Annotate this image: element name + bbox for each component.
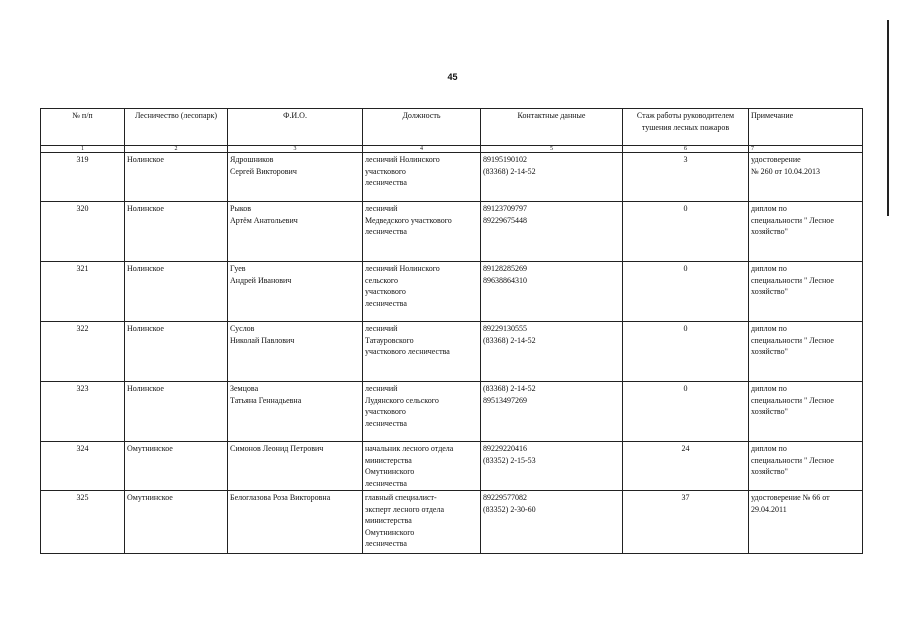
cell-note-line: хозяйство" (751, 407, 788, 416)
cell-name (228, 153, 363, 202)
header-experience: Стаж работы руководителем тушения лесных пожаров (623, 109, 749, 146)
cell-contacts-line: 89123709797 (483, 204, 527, 213)
cell-position-line: лесничества (365, 539, 407, 548)
cell-contacts-line: 89229220416 (483, 444, 527, 453)
cell-position-line: лесничий Нолинского (365, 155, 440, 164)
table-row (41, 442, 863, 491)
cell-note-line: специальности " Лесное (751, 335, 834, 345)
page-number: 45 (447, 72, 458, 82)
cell-position (363, 202, 481, 262)
cell-note-line: удостоверение (751, 155, 801, 164)
cell-name-line: Сергей Викторович (230, 166, 297, 176)
cell-name-line: Андрей Иванович (230, 275, 292, 285)
cell-name-line: Артём Анатольевич (230, 215, 298, 225)
cell-contacts (481, 202, 623, 262)
cell-name-line: Ядрошников (230, 155, 274, 164)
cell-contacts (481, 262, 623, 322)
header-forestry: Лесничество (лесопарк) (125, 109, 228, 146)
column-number: 5 (481, 146, 623, 153)
cell-position-line: министерства (365, 455, 412, 465)
cell-note (749, 322, 863, 382)
cell-note (749, 153, 863, 202)
cell-name (228, 491, 363, 554)
cell-position-line: лесничества (365, 418, 407, 428)
cell-position-line: главный специалист- (365, 493, 437, 502)
cell-name (228, 382, 363, 442)
cell-contacts-line: 89195190102 (483, 155, 527, 164)
cell-contacts-line: (83368) 2-14-52 (483, 335, 536, 345)
cell-note-line: диплом по (751, 264, 787, 273)
cell-position-line: лесничества (365, 227, 407, 236)
cell-position-line: Медведского участкового (365, 215, 452, 225)
cell-note (749, 202, 863, 262)
cell-position (363, 491, 481, 554)
cell-num: 322 (41, 322, 125, 382)
cell-contacts-line: (83368) 2-14-52 (483, 166, 536, 176)
cell-note (749, 491, 863, 554)
cell-forestry: Нолинское (125, 153, 228, 202)
cell-position (363, 153, 481, 202)
cell-note-line: № 260 от 10.04.2013 (751, 166, 821, 176)
cell-contacts (481, 491, 623, 554)
column-number: 4 (363, 146, 481, 153)
cell-contacts (481, 442, 623, 491)
cell-contacts (481, 153, 623, 202)
cell-position-line: Татауровского (365, 335, 414, 345)
cell-num: 324 (41, 442, 125, 491)
cell-note-line: специальности " Лесное (751, 275, 834, 285)
column-number-row (41, 146, 863, 153)
header-num: № п/п (41, 109, 125, 146)
cell-name (228, 202, 363, 262)
cell-num: 323 (41, 382, 125, 442)
cell-forestry: Омутнинское (125, 442, 228, 491)
cell-position (363, 322, 481, 382)
cell-note-line: диплом по (751, 324, 787, 333)
table-row (41, 202, 863, 262)
cell-position-line: лесничий (365, 204, 398, 213)
cell-position-line: министерства (365, 516, 412, 525)
cell-position-line: лесничества (365, 178, 407, 187)
cell-experience: 0 (623, 202, 749, 262)
cell-position-line: участкового лесничества (365, 347, 450, 356)
cell-note (749, 262, 863, 322)
cell-position-line: эксперт лесного отдела (365, 504, 444, 514)
cell-experience: 0 (623, 322, 749, 382)
cell-position-line: лесничий (365, 384, 398, 393)
cell-num: 319 (41, 153, 125, 202)
column-number: 6 (623, 146, 749, 153)
table-body (41, 153, 863, 554)
cell-name-line: Татьяна Геннадьевна (230, 395, 302, 405)
cell-position-line: лесничества (365, 298, 407, 308)
cell-position-line: участкового (365, 287, 406, 296)
cell-experience: 24 (623, 442, 749, 491)
cell-name-line: Рыков (230, 204, 252, 213)
cell-num: 325 (41, 491, 125, 554)
cell-position-line: лесничий (365, 324, 398, 333)
cell-note-line: хозяйство" (751, 347, 788, 356)
cell-note-line: диплом по (751, 204, 787, 213)
cell-note (749, 382, 863, 442)
cell-note-line: специальности " Лесное (751, 215, 834, 225)
cell-name-line: Симонов Леонид Петрович (230, 444, 324, 453)
cell-name (228, 322, 363, 382)
cell-position-line: участкового (365, 166, 406, 176)
header-contacts: Контактные данные (481, 109, 623, 146)
cell-note-line: специальности " Лесное (751, 395, 834, 405)
scan-edge-line (887, 20, 889, 216)
cell-position-line: Омутнинского (365, 527, 415, 537)
cell-contacts-line: 89128285269 (483, 264, 527, 273)
cell-position-line: сельского (365, 275, 398, 285)
column-number: 3 (228, 146, 363, 153)
cell-forestry: Нолинское (125, 202, 228, 262)
cell-experience: 0 (623, 382, 749, 442)
cell-forestry: Нолинское (125, 382, 228, 442)
cell-contacts (481, 322, 623, 382)
cell-note-line: специальности " Лесное (751, 455, 834, 465)
cell-forestry: Омутнинское (125, 491, 228, 554)
cell-position-line: лесничества (365, 478, 407, 488)
cell-num: 320 (41, 202, 125, 262)
cell-position-line: Лудянского сельского (365, 395, 439, 405)
cell-position-line: Омутнинского (365, 467, 415, 476)
table-row (41, 153, 863, 202)
cell-experience: 3 (623, 153, 749, 202)
cell-experience: 37 (623, 491, 749, 554)
cell-position (363, 442, 481, 491)
column-number: 7 (749, 146, 863, 153)
cell-position (363, 382, 481, 442)
cell-num: 321 (41, 262, 125, 322)
cell-note-line: удостоверение № 66 от (751, 493, 830, 502)
cell-forestry: Нолинское (125, 322, 228, 382)
cell-contacts-line: 89229577082 (483, 493, 527, 502)
header-name: Ф.И.О. (228, 109, 363, 146)
cell-note-line: хозяйство" (751, 287, 788, 296)
cell-position (363, 262, 481, 322)
table-row (41, 382, 863, 442)
cell-note-line: хозяйство" (751, 467, 788, 476)
table-row (41, 491, 863, 554)
cell-position-line: участкового (365, 407, 406, 416)
cell-name (228, 442, 363, 491)
cell-contacts-line: (83368) 2-14-52 (483, 384, 536, 393)
cell-contacts-line: (83352) 2-30-60 (483, 504, 536, 514)
cell-experience: 0 (623, 262, 749, 322)
cell-position-line: начальник лесного отдела (365, 444, 454, 453)
forestry-staff-table (40, 108, 863, 554)
cell-position-line: лесничий Нолинского (365, 264, 440, 273)
cell-note-line: диплом по (751, 444, 787, 453)
column-number: 1 (41, 146, 125, 153)
cell-contacts-line: 89513497269 (483, 395, 527, 405)
cell-name-line: Земцова (230, 384, 259, 393)
cell-name-line: Белоглазова Роза Викторовна (230, 493, 331, 502)
cell-contacts-line: 89638864310 (483, 275, 527, 285)
header-note: Примечание (749, 109, 863, 146)
header-row (41, 109, 863, 146)
cell-contacts-line: 89229130555 (483, 324, 527, 333)
cell-note-line: диплом по (751, 384, 787, 393)
column-number: 2 (125, 146, 228, 153)
cell-note-line: хозяйство" (751, 227, 788, 236)
cell-note (749, 442, 863, 491)
cell-contacts-line: 89229675448 (483, 215, 527, 225)
cell-forestry: Нолинское (125, 262, 228, 322)
cell-name-line: Гуев (230, 264, 246, 273)
table-row (41, 322, 863, 382)
cell-contacts (481, 382, 623, 442)
cell-name-line: Суслов (230, 324, 255, 333)
cell-name (228, 262, 363, 322)
cell-note-line: 29.04.2011 (751, 504, 787, 514)
cell-name-line: Николай Павлович (230, 335, 295, 345)
cell-contacts-line: (83352) 2-15-53 (483, 455, 536, 465)
header-position: Должность (363, 109, 481, 146)
table-row (41, 262, 863, 322)
